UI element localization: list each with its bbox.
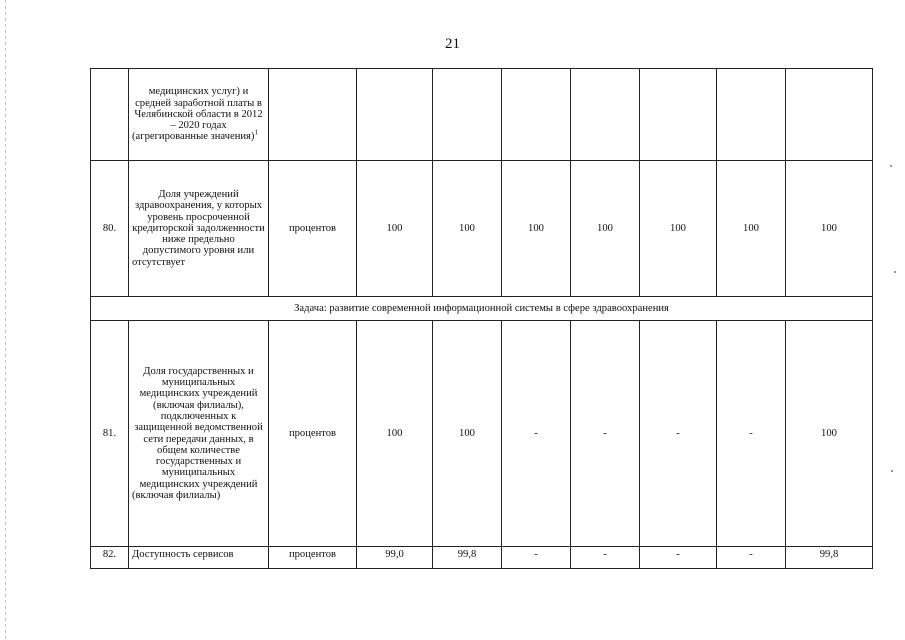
value-cell: 100 bbox=[433, 161, 502, 297]
value-cell: 100 bbox=[357, 321, 433, 547]
page-number: 21 bbox=[445, 36, 460, 52]
task-title: Задача: развитие современной информационной системы в сфере здравоохранения bbox=[91, 297, 873, 321]
value-cell: 100 bbox=[502, 161, 571, 297]
value-cell bbox=[717, 69, 786, 161]
row-number-cell bbox=[91, 69, 129, 161]
value-cell: 100 bbox=[717, 161, 786, 297]
unit-cell: процентов bbox=[269, 547, 357, 569]
unit-cell: процентов bbox=[269, 321, 357, 547]
value-cell: - bbox=[640, 547, 717, 569]
value-cell: - bbox=[640, 321, 717, 547]
value-cell: 100 bbox=[571, 161, 640, 297]
row-number: 80. bbox=[91, 161, 129, 297]
value-cell: 99,0 bbox=[357, 547, 433, 569]
footnote-mark: 1 bbox=[254, 128, 258, 137]
indicator-name: Доля государственных и муниципальных медицинских учреждений (включая филиалы), подключенных к защищенной ведомственной сети передачи данных, в общем количестве государственных и муниципальных медицинских учреждений (включая филиалы) bbox=[129, 321, 269, 547]
indicator-name: Доступность сервисов bbox=[129, 547, 269, 569]
indicator-table bbox=[90, 68, 873, 569]
value-cell: 99,8 bbox=[433, 547, 502, 569]
row-number: 81. bbox=[91, 321, 129, 547]
indicator-name-cell bbox=[129, 69, 269, 161]
value-cell: - bbox=[502, 547, 571, 569]
indicator-name: медицинских услуг) и средней заработной платы в Челябинской области в 2012 – 2020 годах (агрегированные значения) bbox=[132, 86, 263, 143]
value-cell bbox=[640, 69, 717, 161]
table-row bbox=[91, 161, 873, 297]
value-cell bbox=[786, 69, 873, 161]
value-cell: 100 bbox=[640, 161, 717, 297]
value-cell: - bbox=[571, 547, 640, 569]
unit-cell bbox=[269, 69, 357, 161]
value-cell bbox=[571, 69, 640, 161]
indicator-name: Доля учреждений здравоохранения, у которых уровень просроченной кредиторской задолженности ниже предельно допустимого уровня или отсутствует bbox=[129, 161, 269, 297]
value-cell: - bbox=[717, 321, 786, 547]
row-number: 82. bbox=[91, 547, 129, 569]
unit-cell: процентов bbox=[269, 161, 357, 297]
value-cell: - bbox=[717, 547, 786, 569]
value-cell bbox=[433, 69, 502, 161]
value-cell bbox=[357, 69, 433, 161]
task-row bbox=[91, 297, 873, 321]
scan-speck bbox=[894, 271, 896, 273]
scan-speck bbox=[890, 165, 892, 167]
value-cell: 100 bbox=[433, 321, 502, 547]
value-cell bbox=[502, 69, 571, 161]
value-cell: - bbox=[502, 321, 571, 547]
value-cell: 99,8 bbox=[786, 547, 873, 569]
value-cell: 100 bbox=[786, 321, 873, 547]
value-cell: 100 bbox=[357, 161, 433, 297]
scan-speck bbox=[891, 470, 893, 472]
table-row bbox=[91, 321, 873, 547]
table-row bbox=[91, 69, 873, 161]
table-row bbox=[91, 547, 873, 569]
value-cell: - bbox=[571, 321, 640, 547]
value-cell: 100 bbox=[786, 161, 873, 297]
left-margin-line bbox=[5, 0, 6, 640]
